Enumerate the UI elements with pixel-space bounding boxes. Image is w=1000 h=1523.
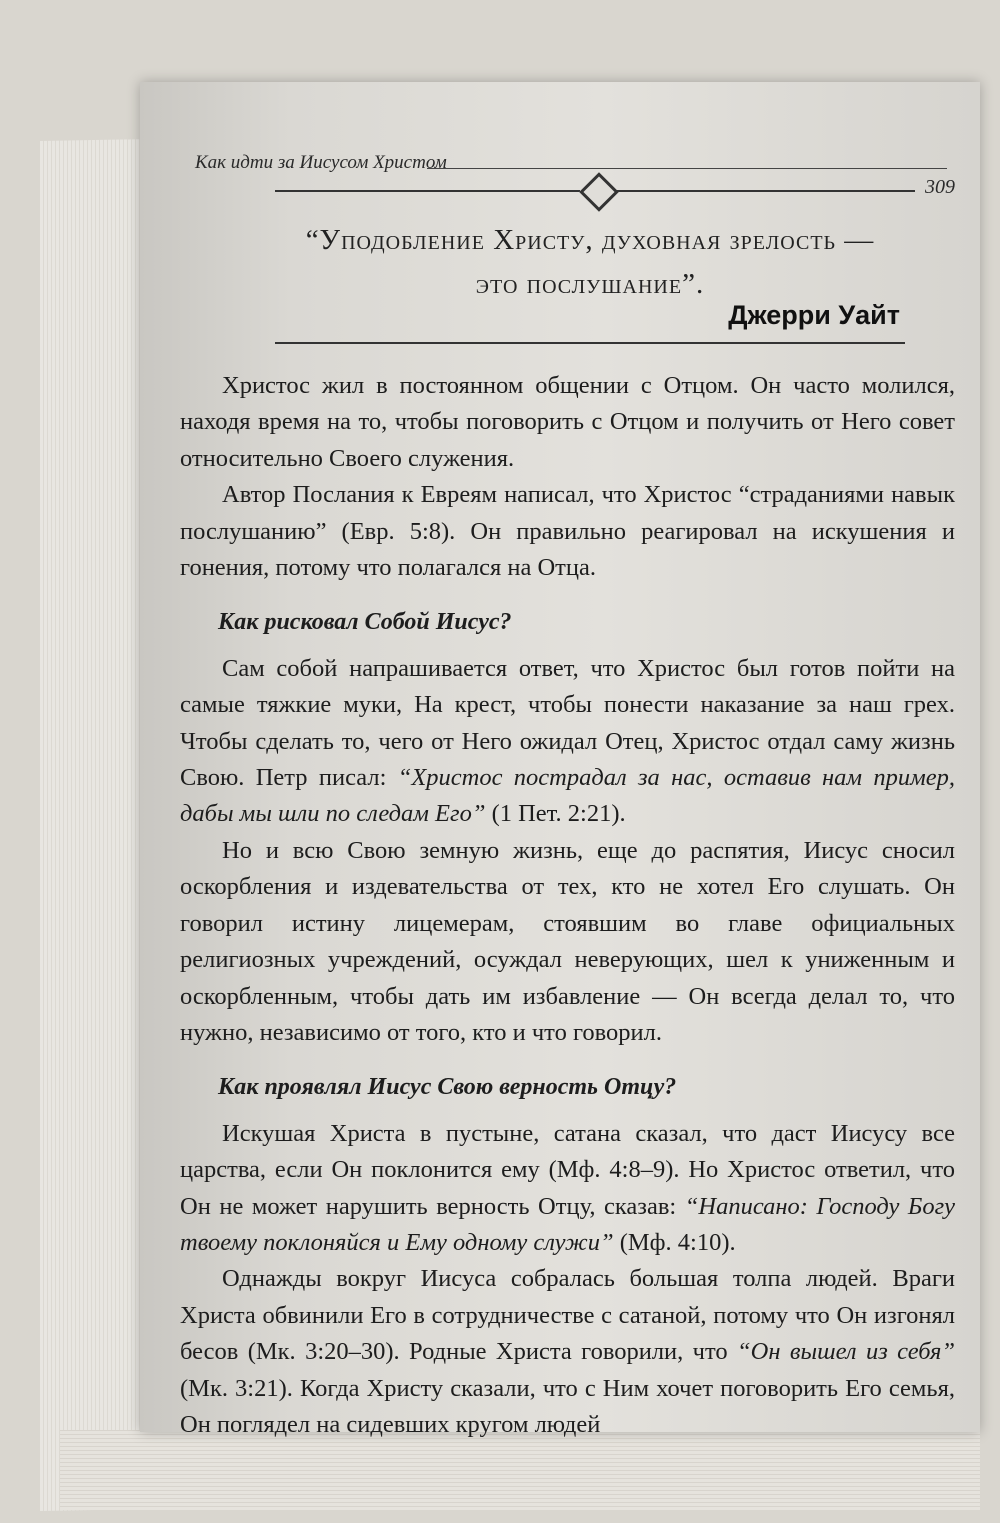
paragraph: Христос жил в постоянном общении с Отцом. Он часто молился, находя время на то, чтобы поговорить с Отцом и получить от Него совет относительно Своего служения. (180, 372, 955, 472)
paragraph-text: (1 Пет. 2:21). (485, 800, 626, 828)
scripture-quote: “Христос пострадал за нас, оставив нам пример, дабы мы шли по следам Его” (180, 764, 956, 828)
scripture-quote: “Он вышел из себя” (737, 1338, 956, 1366)
header-rule (427, 168, 947, 169)
paragraph (180, 651, 955, 833)
paragraph-text: (Мк. 3:21). Когда Христу сказали, что с Ним хочет поговорить Его семья, Он поглядел на сидевших кругом людей (180, 1374, 955, 1438)
paragraph: Но и всю Свою земную жизнь, еще до распятия, Иисус сносил оскорбления и издевательства от тех, кто не хотел Его слушать. Он говорил истину лицемерам, стоявшим во главе официальных религиозных учреждений, осуждал неверующих, шел к униженным и оскорбленным, чтобы дать им избавление — Он всегда делал то, что нужно, независимо от того, кто и что говорил. (180, 836, 955, 1046)
paragraph: Автор Послания к Евреям написал, что Христос “страданиями навык послушанию” (Евр. 5:8). Он правильно реагировал на искушения и гонения, потому что полагался на Отца. (180, 481, 955, 582)
body-text (180, 368, 955, 1443)
paragraph-text: Искушая Христа в пустыне, сатана сказал, что даст Иисусу все царства, если Он поклонится ему (Мф. 4:8–9). Но Христос ответил, что Он не может нарушить верность Отцу, сказав: (180, 1119, 955, 1220)
running-title: Как идти за Иисусом Христом (195, 152, 447, 173)
page-number: 309 (925, 176, 955, 198)
paragraph (180, 1116, 955, 1262)
epigraph-quote: “Уподобление Христу, духовная зрелость — это послушание”. (305, 224, 875, 300)
section-heading: Как проявлял Иисус Свою верность Отцу? (218, 1074, 677, 1101)
ornament-rule-right (615, 190, 915, 192)
book-page-edges (40, 139, 150, 1511)
paragraph-text: Сам собой напрашивается ответ, что Христос был готов пойти на самые тяжкие муки, На крест, чтобы понести наказание за наш грех. Чтобы сделать то, чего от Него ожидал Отец, Христос отдал саму жизнь Свою. Петр писал: (180, 654, 955, 792)
epigraph-rule (275, 342, 905, 344)
epigraph-author: Джерри Уайт (728, 300, 900, 330)
ornament-rule-left (275, 190, 580, 192)
section-heading: Как рисковал Собой Иисус? (218, 609, 512, 636)
paragraph-text: Однажды вокруг Иисуса собралась большая толпа людей. Враги Христа обвинили Его в сотрудничестве с сатаной, потому что Он изгонял бесов (Мк. 3:20–30). Родные Христа говорили, что (180, 1265, 955, 1366)
paragraph (180, 1261, 955, 1443)
scripture-quote: “Написано: Господу Богу твоему поклоняйся и Ему одному служи” (180, 1192, 955, 1256)
paragraph-text: (Мф. 4:10). (613, 1228, 736, 1256)
